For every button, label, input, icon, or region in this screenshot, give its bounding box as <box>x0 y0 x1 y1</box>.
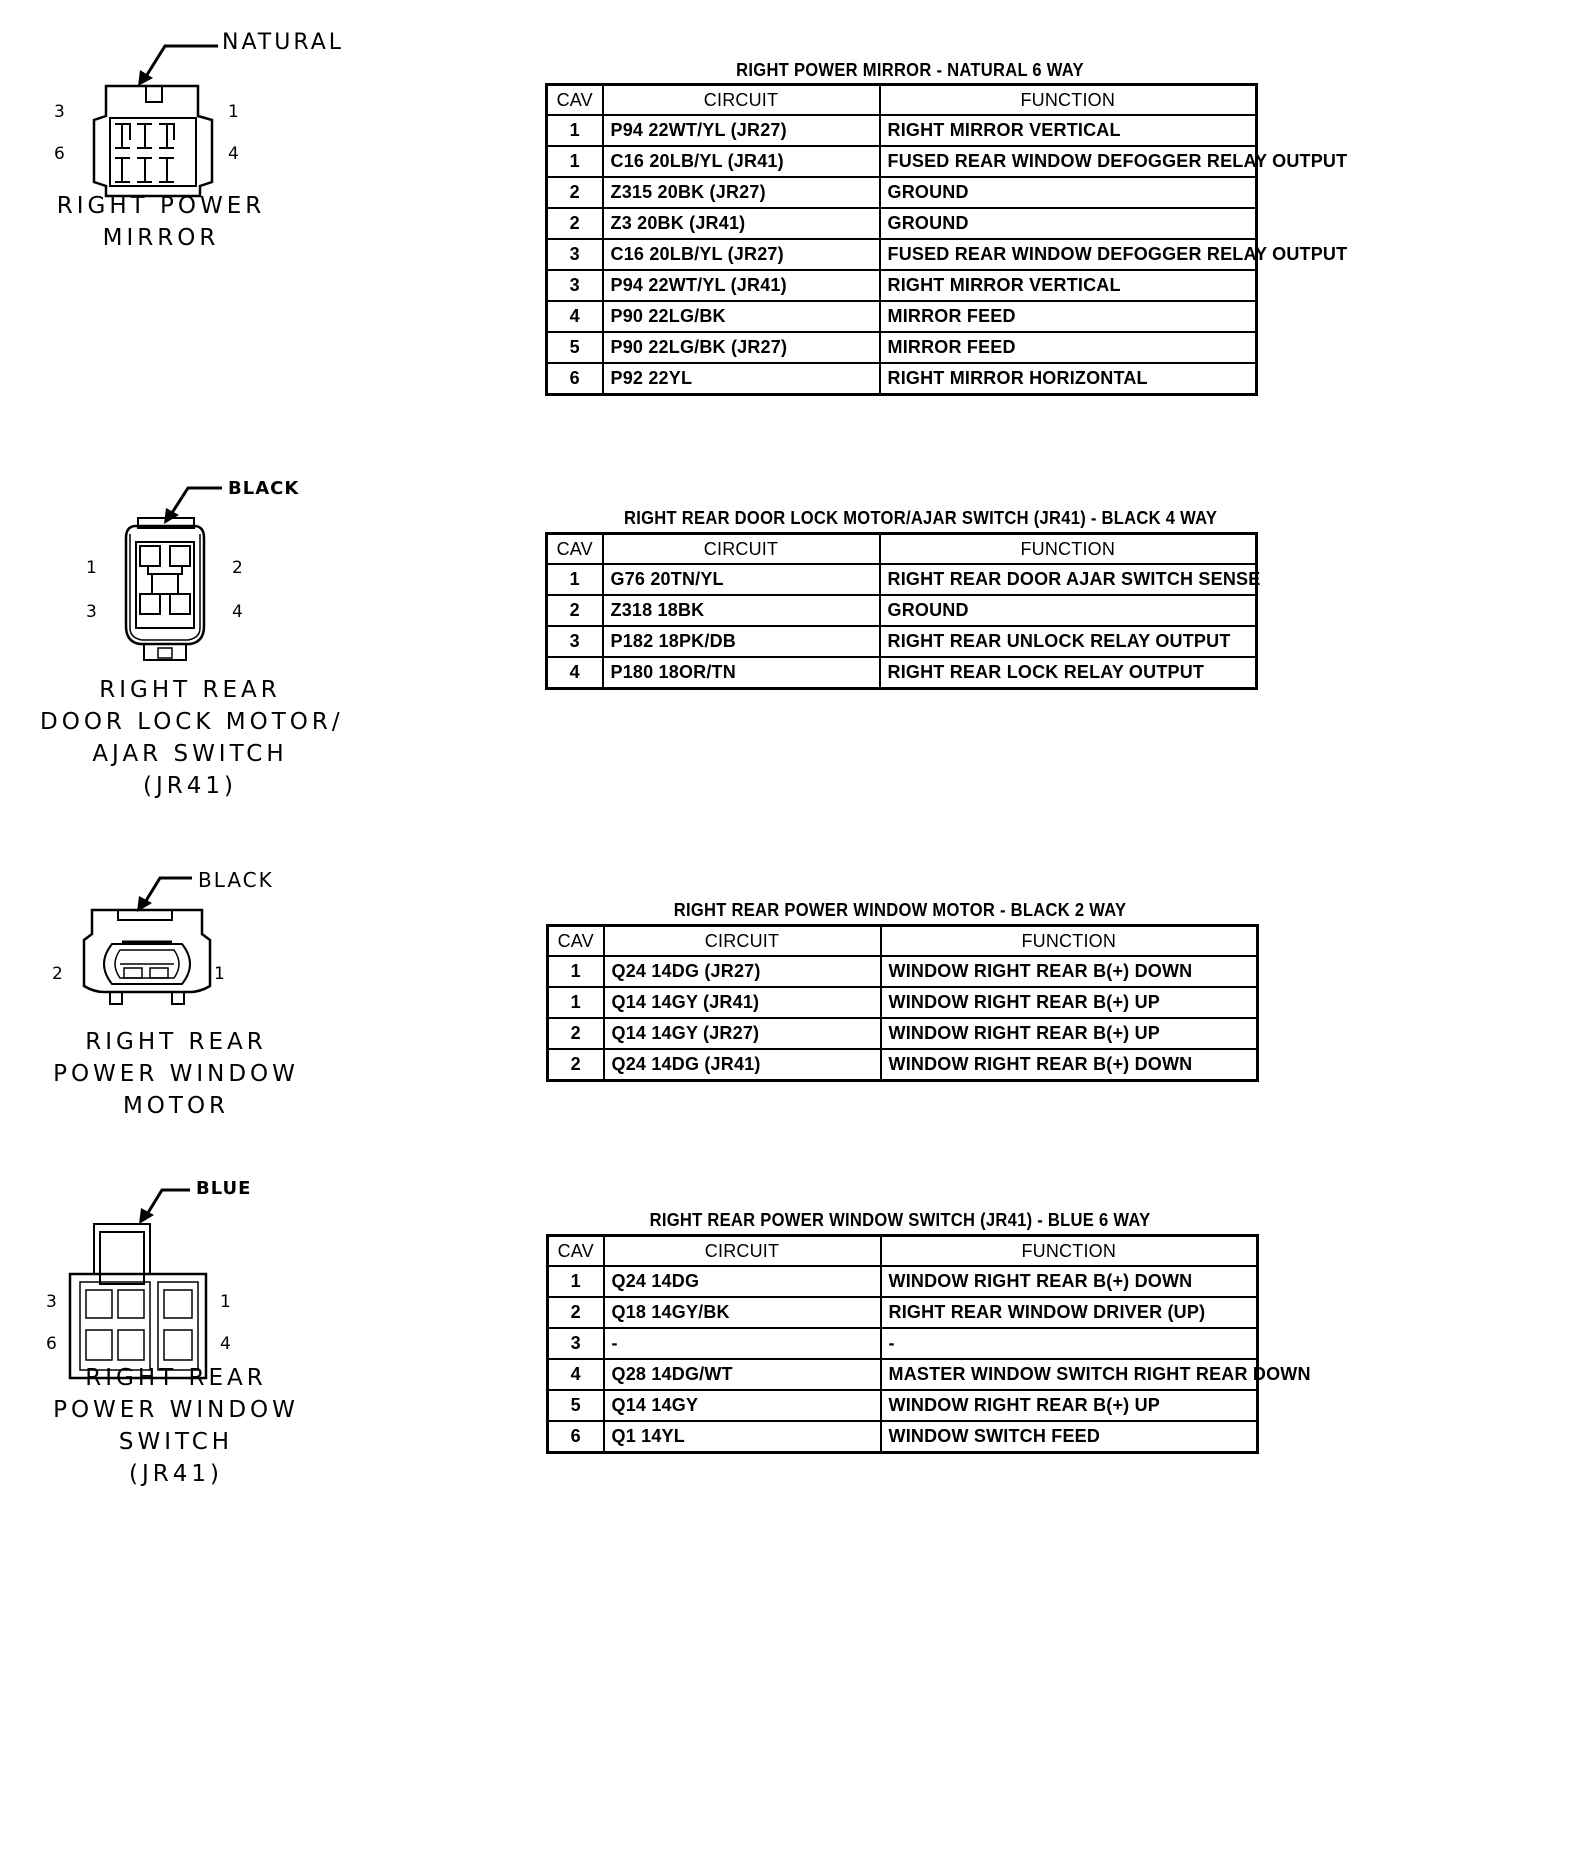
column-header-cav: CAV <box>548 1236 604 1267</box>
cell-function: WINDOW RIGHT REAR B(+) UP <box>881 1018 1258 1049</box>
cell-function: RIGHT REAR UNLOCK RELAY OUTPUT <box>880 626 1257 657</box>
connector-6way-natural-icon <box>40 30 360 300</box>
cell-circuit: C16 20LB/YL (JR41) <box>603 146 880 177</box>
table-row <box>547 270 1257 301</box>
cell-cav: 1 <box>547 564 603 595</box>
connector-name-line: (JR41) <box>143 773 237 799</box>
pin-label: 1 <box>228 102 239 122</box>
connector-name <box>40 1026 312 1122</box>
connector-name-line: MOTOR <box>122 1093 230 1119</box>
cell-circuit: Q24 14DG (JR41) <box>604 1049 881 1081</box>
connector-name-line: POWER WINDOW <box>53 1397 299 1423</box>
cell-circuit: Q24 14DG (JR27) <box>604 956 881 987</box>
cell-cav: 1 <box>547 146 603 177</box>
cell-function: WINDOW RIGHT REAR B(+) UP <box>881 987 1258 1018</box>
cell-function: RIGHT REAR LOCK RELAY OUTPUT <box>880 657 1257 689</box>
cell-cav: 4 <box>547 657 603 689</box>
cell-circuit: P94 22WT/YL (JR27) <box>603 115 880 146</box>
cell-circuit: C16 20LB/YL (JR27) <box>603 239 880 270</box>
cell-function: GROUND <box>880 177 1257 208</box>
table-row <box>548 1049 1258 1081</box>
cell-function: RIGHT MIRROR HORIZONTAL <box>880 363 1257 395</box>
connector-name-line: RIGHT REAR <box>85 1029 267 1055</box>
cell-circuit: Q24 14DG <box>604 1266 881 1297</box>
cell-function: MIRROR FEED <box>880 301 1257 332</box>
cell-function: FUSED REAR WINDOW DEFOGGER RELAY OUTPUT <box>880 239 1257 270</box>
pin-label: 1 <box>214 964 225 984</box>
table-row <box>547 657 1257 689</box>
connector-power-window-motor <box>40 868 360 1138</box>
table-row <box>547 564 1257 595</box>
connector-color-label: NATURAL <box>222 30 345 55</box>
cell-cav: 2 <box>548 1049 604 1081</box>
connector-name-line: DOOR LOCK MOTOR/ <box>40 709 344 735</box>
cell-function: MIRROR FEED <box>880 332 1257 363</box>
cell-circuit: Q14 14GY (JR27) <box>604 1018 881 1049</box>
cell-function: - <box>881 1328 1258 1359</box>
table-title: RIGHT REAR POWER WINDOW SWITCH (JR41) - BLUE 6 WAY <box>649 1210 1151 1230</box>
connector-name <box>40 674 344 802</box>
cell-function: WINDOW RIGHT REAR B(+) DOWN <box>881 956 1258 987</box>
column-header-cav: CAV <box>547 85 603 116</box>
pin-table-door-lock-ajar-switch <box>545 532 1261 690</box>
connector-door-lock-ajar-switch <box>40 478 360 798</box>
cell-cav: 3 <box>547 626 603 657</box>
pin-label: 4 <box>228 144 239 164</box>
cell-function: RIGHT REAR WINDOW DRIVER (UP) <box>881 1297 1258 1328</box>
table-row <box>547 208 1257 239</box>
table-row <box>547 595 1257 626</box>
table-row <box>548 1359 1258 1390</box>
connector-right-power-mirror <box>40 30 360 300</box>
pin-table-right-power-mirror <box>545 83 1348 396</box>
column-header-circuit: CIRCUIT <box>603 85 880 116</box>
pin-label: 1 <box>86 558 97 578</box>
cell-cav: 6 <box>548 1421 604 1453</box>
cell-circuit: P90 22LG/BK <box>603 301 880 332</box>
cell-function: GROUND <box>880 208 1257 239</box>
cell-cav: 2 <box>547 595 603 626</box>
cell-function: WINDOW RIGHT REAR B(+) DOWN <box>881 1266 1258 1297</box>
cell-cav: 3 <box>548 1328 604 1359</box>
cell-function: WINDOW SWITCH FEED <box>881 1421 1258 1453</box>
connector-name-line: RIGHT REAR <box>99 677 281 703</box>
table-row <box>548 1328 1258 1359</box>
cell-circuit: Z3 20BK (JR41) <box>603 208 880 239</box>
pin-label: 6 <box>54 144 65 164</box>
connector-name-line: MIRROR <box>102 225 220 251</box>
cell-circuit: Z318 18BK <box>603 595 880 626</box>
connector-color-label: BLACK <box>198 868 274 892</box>
cell-circuit: Q1 14YL <box>604 1421 881 1453</box>
column-header-circuit: CIRCUIT <box>603 534 880 565</box>
cell-cav: 1 <box>548 956 604 987</box>
pin-label: 4 <box>232 602 243 622</box>
cell-circuit: Q14 14GY (JR41) <box>604 987 881 1018</box>
column-header-function: FUNCTION <box>881 1236 1258 1267</box>
table-row <box>548 1421 1258 1453</box>
pin-label: 3 <box>46 1292 57 1312</box>
cell-cav: 2 <box>547 208 603 239</box>
cell-circuit: Q28 14DG/WT <box>604 1359 881 1390</box>
cell-circuit: Q18 14GY/BK <box>604 1297 881 1328</box>
cell-function: RIGHT MIRROR VERTICAL <box>880 115 1257 146</box>
table-row <box>547 177 1257 208</box>
cell-cav: 4 <box>547 301 603 332</box>
table-title: RIGHT REAR DOOR LOCK MOTOR/AJAR SWITCH (JR41) - BLACK 4 WAY <box>624 508 1218 528</box>
cell-function: WINDOW RIGHT REAR B(+) DOWN <box>881 1049 1258 1081</box>
table-title: RIGHT REAR POWER WINDOW MOTOR - BLACK 2 WAY <box>673 900 1127 920</box>
cell-cav: 3 <box>547 270 603 301</box>
table-row <box>548 1390 1258 1421</box>
cell-circuit: Z315 20BK (JR27) <box>603 177 880 208</box>
table-row <box>548 956 1258 987</box>
connector-name-line: RIGHT REAR <box>85 1365 267 1391</box>
pin-label: 1 <box>220 1292 231 1312</box>
cell-circuit: - <box>604 1328 881 1359</box>
column-header-function: FUNCTION <box>880 534 1257 565</box>
connector-name-line: RIGHT POWER <box>56 193 266 219</box>
cell-circuit: P180 18OR/TN <box>603 657 880 689</box>
cell-circuit: Q14 14GY <box>604 1390 881 1421</box>
cell-function: RIGHT MIRROR VERTICAL <box>880 270 1257 301</box>
cell-function: MASTER WINDOW SWITCH RIGHT REAR DOWN <box>881 1359 1258 1390</box>
pin-label: 2 <box>232 558 243 578</box>
cell-cav: 5 <box>547 332 603 363</box>
column-header-circuit: CIRCUIT <box>604 1236 881 1267</box>
column-header-function: FUNCTION <box>880 85 1257 116</box>
table-row <box>548 1266 1258 1297</box>
cell-cav: 6 <box>547 363 603 395</box>
cell-cav: 1 <box>548 1266 604 1297</box>
table-row <box>547 626 1257 657</box>
table-row <box>547 332 1257 363</box>
connector-name <box>40 190 282 254</box>
table-header-row <box>548 926 1258 957</box>
cell-function: RIGHT REAR DOOR AJAR SWITCH SENSE <box>880 564 1257 595</box>
cell-circuit: P182 18PK/DB <box>603 626 880 657</box>
table-header-row <box>548 1236 1258 1267</box>
table-row <box>547 363 1257 395</box>
pin-label: 4 <box>220 1334 231 1354</box>
cell-circuit: P94 22WT/YL (JR41) <box>603 270 880 301</box>
connector-color-label: BLACK <box>228 478 300 499</box>
connector-name <box>40 1362 312 1490</box>
column-header-cav: CAV <box>548 926 604 957</box>
table-row <box>548 1018 1258 1049</box>
cell-cav: 2 <box>547 177 603 208</box>
table-title: RIGHT POWER MIRROR - NATURAL 6 WAY <box>736 60 1084 80</box>
cell-function: WINDOW RIGHT REAR B(+) UP <box>881 1390 1258 1421</box>
pin-label: 3 <box>86 602 97 622</box>
table-row <box>548 1297 1258 1328</box>
cell-function: GROUND <box>880 595 1257 626</box>
cell-cav: 2 <box>548 1297 604 1328</box>
cell-cav: 5 <box>548 1390 604 1421</box>
table-header-row <box>547 85 1257 116</box>
table-row <box>547 115 1257 146</box>
pin-label: 6 <box>46 1334 57 1354</box>
connector-name-line: POWER WINDOW <box>53 1061 299 1087</box>
cell-circuit: P90 22LG/BK (JR27) <box>603 332 880 363</box>
table-header-row <box>547 534 1257 565</box>
pin-label: 3 <box>54 102 65 122</box>
cell-circuit: P92 22YL <box>603 363 880 395</box>
cell-cav: 3 <box>547 239 603 270</box>
column-header-cav: CAV <box>547 534 603 565</box>
table-row <box>547 301 1257 332</box>
cell-circuit: G76 20TN/YL <box>603 564 880 595</box>
pin-label: 2 <box>52 964 63 984</box>
table-row <box>547 146 1257 177</box>
cell-cav: 4 <box>548 1359 604 1390</box>
connector-power-window-switch <box>40 1178 360 1508</box>
cell-cav: 1 <box>547 115 603 146</box>
connector-name-line: (JR41) <box>129 1461 223 1487</box>
pin-table-power-window-motor <box>546 924 1259 1082</box>
connector-name-line: SWITCH <box>118 1429 234 1455</box>
table-row <box>547 239 1257 270</box>
cell-cav: 1 <box>548 987 604 1018</box>
cell-cav: 2 <box>548 1018 604 1049</box>
connector-name-line: AJAR SWITCH <box>92 741 288 767</box>
column-header-circuit: CIRCUIT <box>604 926 881 957</box>
column-header-function: FUNCTION <box>881 926 1258 957</box>
pin-table-power-window-switch <box>546 1234 1311 1454</box>
connector-color-label: BLUE <box>196 1178 252 1199</box>
cell-function: FUSED REAR WINDOW DEFOGGER RELAY OUTPUT <box>880 146 1257 177</box>
table-row <box>548 987 1258 1018</box>
